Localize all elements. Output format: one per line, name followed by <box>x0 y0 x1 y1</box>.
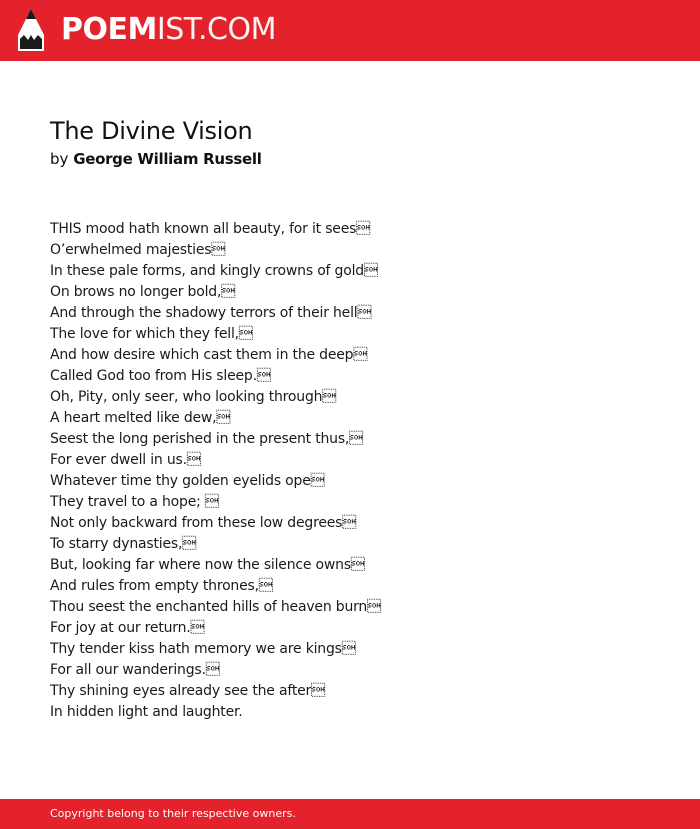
poem-line: Thou seest the enchanted hills of heaven burn <box>50 599 381 615</box>
poem-line: The love for which they fell, <box>50 326 253 342</box>
site-footer <box>0 799 700 829</box>
site-logo[interactable] <box>61 11 276 49</box>
poem-line: Thy shining eyes already see the after <box>50 683 325 699</box>
logo-light-text: IST.COM <box>156 12 276 47</box>
copyright-notice: Copyright belong to their respective owners. <box>50 807 296 820</box>
poem-title: The Divine Vision <box>50 117 253 145</box>
poem-byline <box>50 149 262 169</box>
poem-line: Not only backward from these low degrees <box>50 515 357 531</box>
poem-line: Thy tender kiss hath memory we are kings <box>50 641 356 657</box>
by-label: by <box>50 150 69 168</box>
poem-line: For all our wanderings. <box>50 662 220 678</box>
pencil-tip-icon[interactable] <box>18 9 44 51</box>
poem-line: Seest the long perished in the present thus, <box>50 431 363 447</box>
poem-line: They travel to a hope;  <box>50 494 219 510</box>
poem-line: To starry dynasties, <box>50 536 197 552</box>
poem-line: And through the shadowy terrors of their hell <box>50 305 372 321</box>
poem-body <box>50 219 381 723</box>
poem-line: And how desire which cast them in the deep <box>50 347 368 363</box>
poem-line: In these pale forms, and kingly crowns of gold <box>50 263 378 279</box>
poem-line: On brows no longer bold, <box>50 284 236 300</box>
site-header <box>0 0 700 61</box>
poem-line: O’erwhelmed majesties <box>50 242 226 258</box>
poem-line: THIS mood hath known all beauty, for it sees <box>50 221 371 237</box>
poem-line: Whatever time thy golden eyelids ope <box>50 473 325 489</box>
poem-line: And rules from empty thrones, <box>50 578 273 594</box>
poem-line: But, looking far where now the silence owns <box>50 557 365 573</box>
poem-line: Called God too from His sleep. <box>50 368 271 384</box>
poem-line: A heart melted like dew, <box>50 410 231 426</box>
poem-line: For joy at our return. <box>50 620 205 636</box>
poem-author: George William Russell <box>73 150 262 168</box>
poem-line: For ever dwell in us. <box>50 452 201 468</box>
logo-bold-text: POEM <box>61 12 157 47</box>
poem-line: In hidden light and laughter. <box>50 704 243 720</box>
poem-line: Oh, Pity, only seer, who looking through <box>50 389 337 405</box>
